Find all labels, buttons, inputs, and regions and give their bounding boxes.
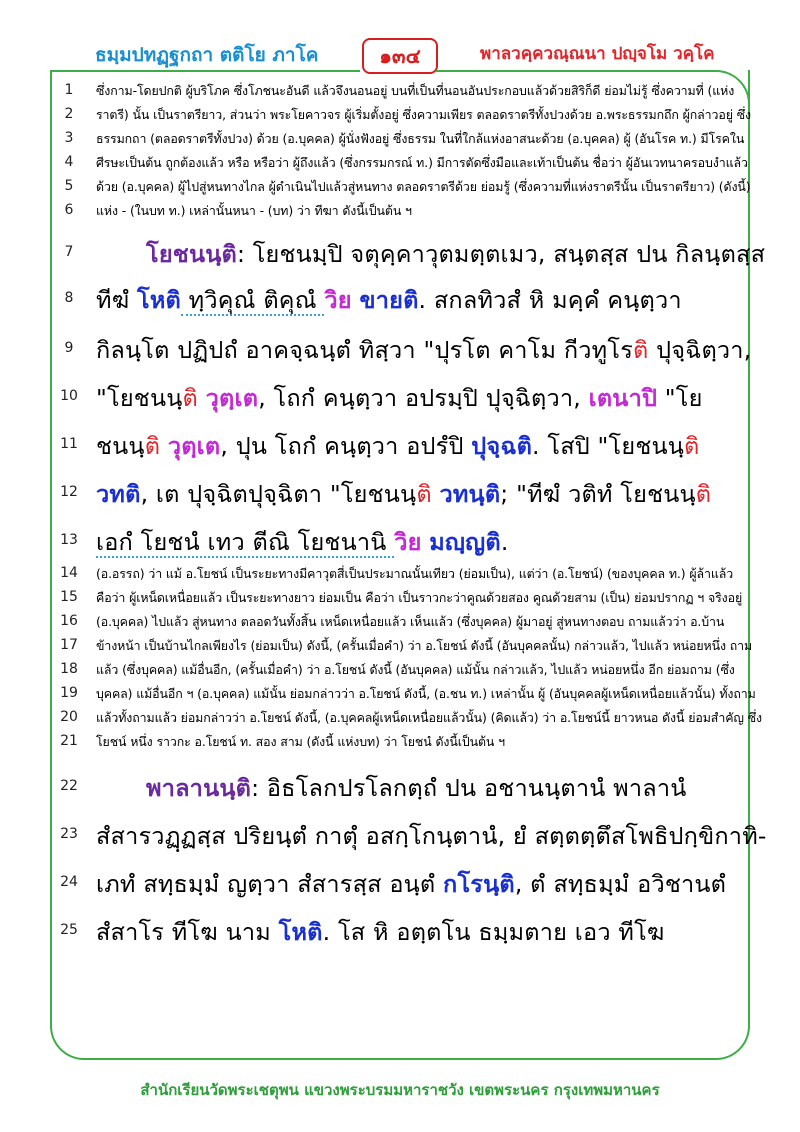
- commentary-line: แล้ว (ซึ่งบุคคล) แม้อื่นอีก, (ครั้นเมื่อคำ) ว่า อ.โยชน์ ดังนี้ (อันบุคคล) แม้นั้น กล่าวแล้ว, ไปแล้ว หน่อยหนึ่ง อีก ย่อมถาม (ซึ่ง: [96, 662, 735, 677]
- commentary-line: บุคคล) แม้อื่นอีก ฯ (อ.บุคคล) แม้นั้น ย่อมกล่าวว่า อ.โยชน์ ดังนี้, (อ.ชน ท.) เหล่านั้น ผู้ (อันบุคคลผู้เหน็ดเหนื่อยแล้วนั้น) ทั้งถาม: [96, 686, 756, 701]
- verb-term: วทติ: [96, 480, 141, 508]
- pali-line: [96, 282, 736, 319]
- particle-term: วุตฺเต: [167, 432, 221, 460]
- iti-particle: ติ: [182, 384, 198, 412]
- commentary-line: ราตรี) นั้น เป็นราตรียาว, ส่วนว่า พระโยคาวจร ผู้เริ่มตั้งอยู่ ซึ่งความเพียร ตลอดราตรีทั้งปวงด้วย อ.พระธรรมกถึก ผู้กล่าวอยู่ ซึ่ง: [96, 107, 751, 122]
- pali-text: สํสารวฏฺฏสฺส ปริยนฺตํ กาตุํ อสกฺโกนฺตานํ, ยํ สตฺตตฺตึสโพธิปกฺขิกาทิ-: [96, 822, 767, 850]
- pali-line: [96, 476, 736, 513]
- line-number: 7: [64, 244, 74, 260]
- pali-text: สํสาโร ทีโฆ นาม: [96, 918, 279, 946]
- line-number: 6: [64, 202, 74, 218]
- iti-particle: ติ: [416, 480, 432, 508]
- pali-text: , ปุน โถกํ คนฺตฺวา อปรํปิ: [220, 432, 472, 460]
- frame-top-right-border: [436, 70, 716, 72]
- pali-line: [96, 914, 736, 951]
- keyword-term: โยชนนฺติ: [146, 240, 237, 268]
- line-number: 2: [64, 106, 74, 122]
- iti-particle: ติ: [695, 480, 712, 508]
- pali-line: [96, 524, 736, 561]
- pali-text: ; "ทีฆํ วติทํ โยชนนฺ: [500, 480, 696, 508]
- particle-term: วุตฺเต: [205, 384, 259, 412]
- pali-text: , โถกํ คนฺตฺวา อปรมฺปิ ปุจฺฉิตฺวา,: [258, 384, 589, 412]
- pali-text: ชนนฺ: [96, 432, 145, 460]
- book-title: ธมฺมปทฏฺฐกถา ตติโย ภาโค: [95, 44, 319, 66]
- pali-text: .: [500, 528, 509, 556]
- line-number: 12: [60, 484, 78, 500]
- commentary-line: (อ.อรรถ) ว่า แม้ อ.โยชน์ เป็นระยะทางมีคาวุตสี่เป็นประมาณนั้นเทียว (ย่อมเป็น), แต่ว่า (อ.โยชน์) (ของบุคคล ท.) ผู้ล้าแล้ว: [96, 566, 734, 581]
- commentary-line: ธรรมกถา (ตลอดราตรีทั้งปวง) ด้วย (อ.บุคคล) ผู้นั่งฟังอยู่ ซึ่งธรรม ในที่ใกล้แห่งอาสนะด้วย (อ.บุคคล) ผู้ (อันโรค ท.) มีโรคใน: [96, 131, 745, 146]
- keyword-term: พาลานนฺติ: [146, 774, 252, 802]
- pali-text: "โย: [657, 384, 703, 412]
- pali-line: [146, 770, 736, 807]
- pali-text: . โส หิ อตฺตโน ธมฺมตาย เอว ทีโฆ: [322, 918, 665, 946]
- pali-text: . สกลทิวสํ หิ มคฺคํ คนฺตฺวา: [418, 286, 682, 314]
- line-number: 8: [64, 290, 74, 306]
- pali-text: เอกํ โยชนํ เทว ตีณิ โยชนานิ: [96, 528, 395, 556]
- frame-top-left-border: [50, 70, 360, 72]
- iti-particle: ติ: [144, 432, 161, 460]
- line-number: 1: [64, 82, 74, 98]
- commentary-line: คือว่า ผู้เหน็ดเหนื่อยแล้ว เป็นระยะทางยาว ย่อมเป็น คือว่า เป็นราวกะว่าคูณด้วยสอง คูณด้วยสาม (เป็น) ย่อมปรากฏ ฯ จริงอยู่: [96, 590, 743, 605]
- commentary-line: ด้วย (อ.บุคคล) ผู้ไปสู่หนทางไกล ผู้ดำเนินไปแล้วสู่หนทาง ตลอดราตรีด้วย ย่อมรู้ (ซึ่งความที่แห่งราตรีนั้น เป็นราตรียาว) (ดังนี้): [96, 179, 751, 194]
- line-number: 10: [60, 388, 78, 404]
- pali-text: [198, 384, 206, 412]
- chapter-title: พาลวคฺควณฺณนา ปญฺจโม วคฺโค: [480, 44, 715, 64]
- pali-line: [96, 866, 736, 903]
- commentary-line: ศีรษะเป็นต้น ถูกต้องแล้ว หรือ หรือว่า ผู้ถึงแล้ว (ซึ่งกรรมกรณ์ ท.) มีการตัดซึ่งมือและเท้าเป็นต้น ชื่อว่า ผู้อันเวทนาครอบงำแล้ว: [96, 155, 748, 170]
- pali-text: ปุจฺฉิตฺวา,: [648, 336, 752, 364]
- pali-text: : โยชนมฺปิ จตุคฺคาวุตมตฺตเมว, สนฺตสฺส ปน กิลนฺตสฺส: [236, 240, 766, 268]
- commentary-line: ข้างหน้า เป็นบ้านไกลเพียงไร (ย่อมเป็น) ดังนี้, (ครั้นเมื่อคำ) ว่า อ.โยชน์ ดังนี้ (อันบุคคลนั้น) กล่าวแล้ว, ไปแล้ว หน่อยหนึ่ง ถาม: [96, 638, 753, 653]
- line-number: 11: [60, 436, 78, 452]
- particle-term: วิย: [324, 286, 352, 314]
- page-number-badge: ๑๓๔: [362, 38, 438, 74]
- pali-text: . โสปิ "โยชนนฺ: [532, 432, 685, 460]
- verb-term: วทนฺติ: [439, 480, 501, 508]
- pali-text: เภทํ สทฺธมฺมํ ญตฺวา สํสารสฺส อนฺตํ: [96, 870, 444, 898]
- pali-text: : อิธโลกปรโลกตฺถํ ปน อชานนฺตานํ พาลานํ: [251, 774, 687, 802]
- line-number: 25: [60, 922, 78, 938]
- commentary-line: แล้วทั้งถามแล้ว ย่อมกล่าวว่า อ.โยชน์ ดังนี้, (อ.บุคคลผู้เหน็ดเหนื่อยแล้วนั้น) (คิดแล้ว) ว่า อ.โยชน์นี้ ยาวหนอ ดังนี้ ย่อมสำคัญ ซึ่ง: [96, 710, 762, 725]
- line-number: 21: [60, 733, 78, 749]
- line-number: 4: [64, 154, 74, 170]
- pali-line: [96, 428, 736, 465]
- particle-term: เตนาปิ: [588, 384, 658, 412]
- line-number: 20: [60, 709, 78, 725]
- line-number: 14: [60, 565, 78, 581]
- pali-text: ทีฆํ: [96, 286, 138, 314]
- iti-particle: ติ: [633, 336, 649, 364]
- line-number: 16: [60, 613, 78, 629]
- line-number: 15: [60, 589, 78, 605]
- footer-institution: สำนักเรียนวัดพระเชตุพน แขวงพระบรมมหาราชวัง เขตพระนคร กรุงเทพมหานคร: [140, 1081, 660, 1099]
- pali-text: , ตํ สทฺธมฺมํ อวิชานตํ: [514, 870, 727, 898]
- line-number: 13: [60, 532, 78, 548]
- particle-term: วิย: [394, 528, 422, 556]
- pali-text: กิลนฺโต ปฏิปถํ อาคจฺฉนฺตํ ทิสฺวา "ปุรโต คาโม กีวทูโร: [96, 336, 634, 364]
- verb-term: โหติ: [137, 286, 181, 314]
- line-number: 22: [60, 778, 78, 794]
- pali-line: [146, 236, 766, 273]
- line-number: 17: [60, 637, 78, 653]
- commentary-line: (อ.บุคคล) ไปแล้ว สู่หนทาง ตลอดวันทั้งสิ้น เหน็ดเหนื่อยแล้ว เห็นแล้ว (ซึ่งบุคคล) ผู้มาอยู่ สู่หนทางตอบ ถามแล้วว่า อ.บ้าน: [96, 614, 725, 629]
- commentary-line: ซึ่งกาม-โดยปกติ ผู้บริโภค ซึ่งโภชนะอันดี แล้วจึงนอนอยู่ บนที่เป็นที่นอนอันประกอบแล้วด้วยสิริก็ดี ย่อมไม่รู้ ซึ่งความที่ (แห่ง: [96, 83, 735, 98]
- line-number: 9: [64, 340, 74, 356]
- pali-line: [96, 380, 736, 417]
- verb-term: โหติ: [278, 918, 323, 946]
- line-number: 23: [60, 826, 78, 842]
- verb-term: ขายติ: [359, 286, 419, 314]
- pali-text: , เต ปุจฺฉิตปุจฺฉิตา "โยชนนฺ: [140, 480, 417, 508]
- verb-term: มญฺญติ: [429, 528, 501, 556]
- pali-text: "โยชนนฺ: [96, 384, 183, 412]
- pali-text: ทฺวิคุณํ ติคุณํ: [181, 286, 325, 314]
- pali-text: [160, 432, 168, 460]
- iti-particle: ติ: [684, 432, 700, 460]
- line-number: 5: [64, 178, 74, 194]
- commentary-line: แห่ง - (ในบท ท.) เหล่านั้นหนา - (บท) ว่า ทีฆา ดังนี้เป็นต้น ฯ: [96, 203, 412, 218]
- line-number: 24: [60, 874, 78, 890]
- pali-line: [96, 332, 752, 369]
- line-number: 3: [64, 130, 74, 146]
- line-number: 19: [60, 685, 78, 701]
- pali-line: [96, 818, 767, 855]
- verb-term: กโรนฺติ: [443, 870, 515, 898]
- line-number: 18: [60, 661, 78, 677]
- verb-term: ปุจฺฉติ: [471, 432, 533, 460]
- commentary-line: โยชน์ หนึ่ง ราวกะ อ.โยชน์ ท. สอง สาม (ดังนี้ แห่งบท) ว่า โยชนํ ดังนี้เป็นต้น ฯ: [96, 734, 505, 749]
